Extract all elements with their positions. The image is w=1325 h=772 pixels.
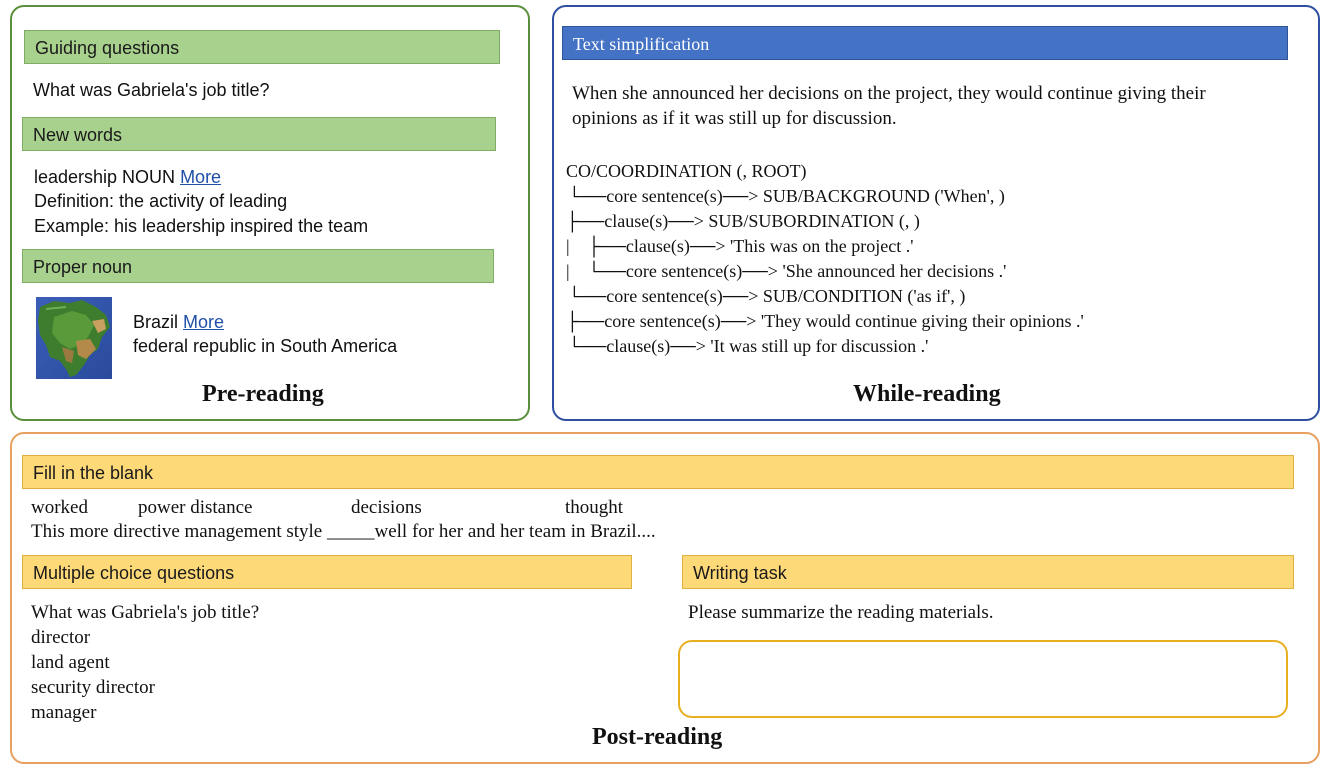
original-sentence-line-2: opinions as if it was still up for discussion. — [572, 108, 897, 129]
guiding-questions-header — [24, 30, 500, 64]
tree-node: └──core sentence(s)──> SUB/BACKGROUND ('When', ) — [568, 186, 1005, 206]
new-word-entry — [34, 165, 221, 190]
mc-choice[interactable]: security director — [31, 677, 155, 698]
text-simplification-header — [562, 26, 1288, 60]
proper-noun-more-link[interactable]: More — [183, 312, 225, 332]
text-simplification-header-label: Text simplification — [573, 34, 710, 54]
mc-choice[interactable]: director — [31, 627, 91, 648]
tree-node: ├──clause(s)──> SUB/SUBORDINATION (, ) — [566, 211, 920, 231]
word-option[interactable]: power distance — [138, 497, 253, 518]
new-words-header — [22, 117, 496, 151]
new-words-header-label: New words — [33, 125, 123, 145]
new-word-term: leadership NOUN — [34, 167, 181, 187]
multiple-choice-header-label: Multiple choice questions — [33, 563, 235, 583]
word-option[interactable]: thought — [565, 497, 624, 518]
new-word-example: Example: his leadership inspired the team — [34, 216, 369, 236]
tree-node: | ├──clause(s)──> 'This was on the project .' — [566, 236, 914, 256]
tree-node: └──core sentence(s)──> SUB/CONDITION ('as if', ) — [568, 286, 966, 306]
fill-blank-sentence: This more directive management style _____well for her and her team in Brazil.... — [31, 521, 656, 542]
proper-noun-description: federal republic in South America — [133, 336, 398, 356]
tree-node: └──clause(s)──> 'It was still up for discussion .' — [568, 336, 929, 356]
mc-choice[interactable]: manager — [31, 702, 97, 723]
fill-in-blank-header-label: Fill in the blank — [33, 463, 154, 483]
guiding-question: What was Gabriela's job title? — [33, 80, 270, 100]
word-option[interactable]: decisions — [351, 497, 422, 518]
original-sentence-line-1: When she announced her decisions on the project, they would continue giving their — [572, 83, 1206, 104]
tree-node: ├──core sentence(s)──> 'They would continue giving their opinions .' — [566, 311, 1084, 331]
word-option[interactable]: worked — [31, 497, 88, 518]
tree-node-root: CO/COORDINATION (, ROOT) — [566, 161, 807, 181]
while-reading-caption: While-reading — [853, 381, 1001, 407]
post-reading-caption: Post-reading — [592, 724, 723, 750]
proper-noun-entry — [133, 310, 224, 335]
mc-choice[interactable]: land agent — [31, 652, 110, 673]
writing-task-header — [682, 555, 1294, 589]
new-word-definition: Definition: the activity of leading — [34, 191, 288, 211]
tree-node: | └──core sentence(s)──> 'She announced her decisions .' — [566, 261, 1007, 281]
mc-question: What was Gabriela's job title? — [31, 602, 260, 623]
writing-task-header-label: Writing task — [693, 563, 787, 583]
writing-answer-textarea[interactable] — [678, 640, 1288, 718]
guiding-questions-header-label: Guiding questions — [35, 38, 180, 58]
proper-noun-header — [22, 249, 494, 283]
multiple-choice-header — [22, 555, 632, 589]
proper-noun-name: Brazil — [133, 312, 184, 332]
writing-prompt: Please summarize the reading materials. — [688, 602, 994, 623]
proper-noun-header-label: Proper noun — [33, 257, 133, 277]
brazil-map-image — [36, 297, 112, 379]
new-word-more-link[interactable]: More — [180, 167, 222, 187]
pre-reading-caption: Pre-reading — [202, 381, 324, 407]
fill-in-blank-header — [22, 455, 1294, 489]
